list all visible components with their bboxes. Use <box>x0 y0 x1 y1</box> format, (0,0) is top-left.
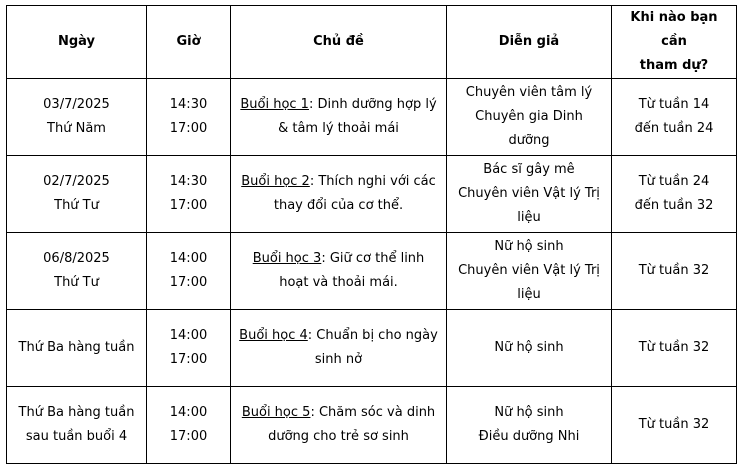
topic-text: : Chuẩn bị cho ngày <box>307 328 438 343</box>
topic-cell <box>231 79 447 156</box>
time-cell <box>147 387 231 464</box>
header-speaker: Diễn giả <box>447 6 612 79</box>
speaker-cell-line: Chuyên viên tâm lý <box>465 85 593 100</box>
topic-line: sinh nở <box>314 352 363 367</box>
speaker-cell-line: Chuyên viên Vật lý Trị <box>458 186 600 201</box>
date-cell-line: Thứ Ba hàng tuần <box>18 340 135 355</box>
time-cell-line: 14:00 <box>169 251 208 266</box>
speaker-cell-line: Bác sĩ gây mê <box>483 162 575 177</box>
when-cell <box>612 233 737 310</box>
topic-line: dưỡng cho trẻ sơ sinh <box>268 429 409 444</box>
when-cell-line: Từ tuần 14 <box>638 97 710 112</box>
table-row <box>7 233 737 310</box>
header-topic: Chủ đề <box>231 6 447 79</box>
time-cell <box>147 310 231 387</box>
time-cell <box>147 79 231 156</box>
speaker-cell-line: Điều dưỡng Nhi <box>478 429 580 444</box>
time-cell-line: 14:00 <box>169 328 208 343</box>
time-cell-line: 14:30 <box>169 174 208 189</box>
speaker-cell-line: Nữ hộ sinh <box>494 239 564 254</box>
date-cell-line: Thứ Tư <box>54 198 99 213</box>
topic-line <box>235 93 442 117</box>
when-cell-line: Từ tuần 32 <box>638 417 710 432</box>
time-cell <box>147 156 231 233</box>
table-row <box>7 387 737 464</box>
speaker-cell <box>447 79 612 156</box>
header-row <box>7 6 737 79</box>
table-row <box>7 310 737 387</box>
topic-cell <box>231 310 447 387</box>
topic-line: hoạt và thoải mái. <box>279 275 398 290</box>
topic-cell <box>231 387 447 464</box>
when-cell-line: đến tuần 32 <box>634 198 714 213</box>
session-label: Buổi học 2 <box>241 174 310 189</box>
date-cell-line: Thứ Ba hàng tuần <box>18 405 135 420</box>
header-when-line: Khi nào bạn cần <box>630 10 718 49</box>
topic-line <box>235 247 442 271</box>
speaker-cell-line: liệu <box>517 287 541 302</box>
date-cell-line: sau tuần buổi 4 <box>25 429 128 444</box>
speaker-cell <box>447 310 612 387</box>
time-cell-line: 17:00 <box>169 198 208 213</box>
speaker-cell-line: Nữ hộ sinh <box>494 340 564 355</box>
topic-line: thay đổi của cơ thể. <box>273 198 404 213</box>
time-cell-line: 17:00 <box>169 429 208 444</box>
speaker-cell <box>447 233 612 310</box>
when-cell-line: Từ tuần 32 <box>638 263 710 278</box>
when-cell <box>612 310 737 387</box>
date-cell-line: 02/7/2025 <box>43 174 110 189</box>
session-label: Buổi học 4 <box>239 328 308 343</box>
date-cell <box>7 387 147 464</box>
when-cell-line: đến tuần 24 <box>634 121 714 136</box>
topic-line <box>235 170 442 194</box>
session-label: Buổi học 1 <box>240 97 309 112</box>
topic-line <box>235 324 442 348</box>
date-cell <box>7 79 147 156</box>
topic-cell <box>231 156 447 233</box>
header-when <box>612 6 737 79</box>
topic-text: : Dinh dưỡng hợp lý <box>308 97 437 112</box>
header-date: Ngày <box>7 6 147 79</box>
date-cell-line: 03/7/2025 <box>43 97 110 112</box>
session-label: Buổi học 5 <box>241 405 311 420</box>
speaker-cell-line: liệu <box>517 210 541 225</box>
date-cell-line: Thứ Tư <box>54 275 99 290</box>
speaker-cell-line: Nữ hộ sinh <box>494 405 564 420</box>
topic-cell <box>231 233 447 310</box>
time-cell-line: 14:00 <box>169 405 208 420</box>
date-cell-line: Thứ Năm <box>47 121 106 136</box>
speaker-cell-line: Chuyên viên Vật lý Trị <box>458 263 600 278</box>
time-cell-line: 14:30 <box>169 97 208 112</box>
date-cell <box>7 233 147 310</box>
when-cell-line: Từ tuần 32 <box>638 340 710 355</box>
time-cell-line: 17:00 <box>169 352 208 367</box>
when-cell-line: Từ tuần 24 <box>638 174 710 189</box>
table-row <box>7 79 737 156</box>
session-label: Buổi học 3 <box>252 251 322 266</box>
time-cell-line: 17:00 <box>169 275 208 290</box>
header-when-line: tham dự? <box>639 58 709 73</box>
topic-text: : Giữ cơ thể linh <box>321 251 425 266</box>
header-time: Giờ <box>147 6 231 79</box>
topic-line <box>235 401 442 425</box>
date-cell <box>7 156 147 233</box>
speaker-cell <box>447 156 612 233</box>
schedule-table <box>6 5 737 464</box>
date-cell <box>7 310 147 387</box>
topic-text: : Chăm sóc và dinh <box>310 405 436 420</box>
when-cell <box>612 79 737 156</box>
speaker-cell-line: dưỡng <box>508 133 550 148</box>
when-cell <box>612 387 737 464</box>
date-cell-line: 06/8/2025 <box>43 251 110 266</box>
time-cell <box>147 233 231 310</box>
when-cell <box>612 156 737 233</box>
table-row <box>7 156 737 233</box>
speaker-cell <box>447 387 612 464</box>
time-cell-line: 17:00 <box>169 121 208 136</box>
speaker-cell-line: Chuyên gia Dinh <box>475 109 583 124</box>
topic-line: & tâm lý thoải mái <box>278 121 399 136</box>
topic-text: : Thích nghi với các <box>309 174 436 189</box>
